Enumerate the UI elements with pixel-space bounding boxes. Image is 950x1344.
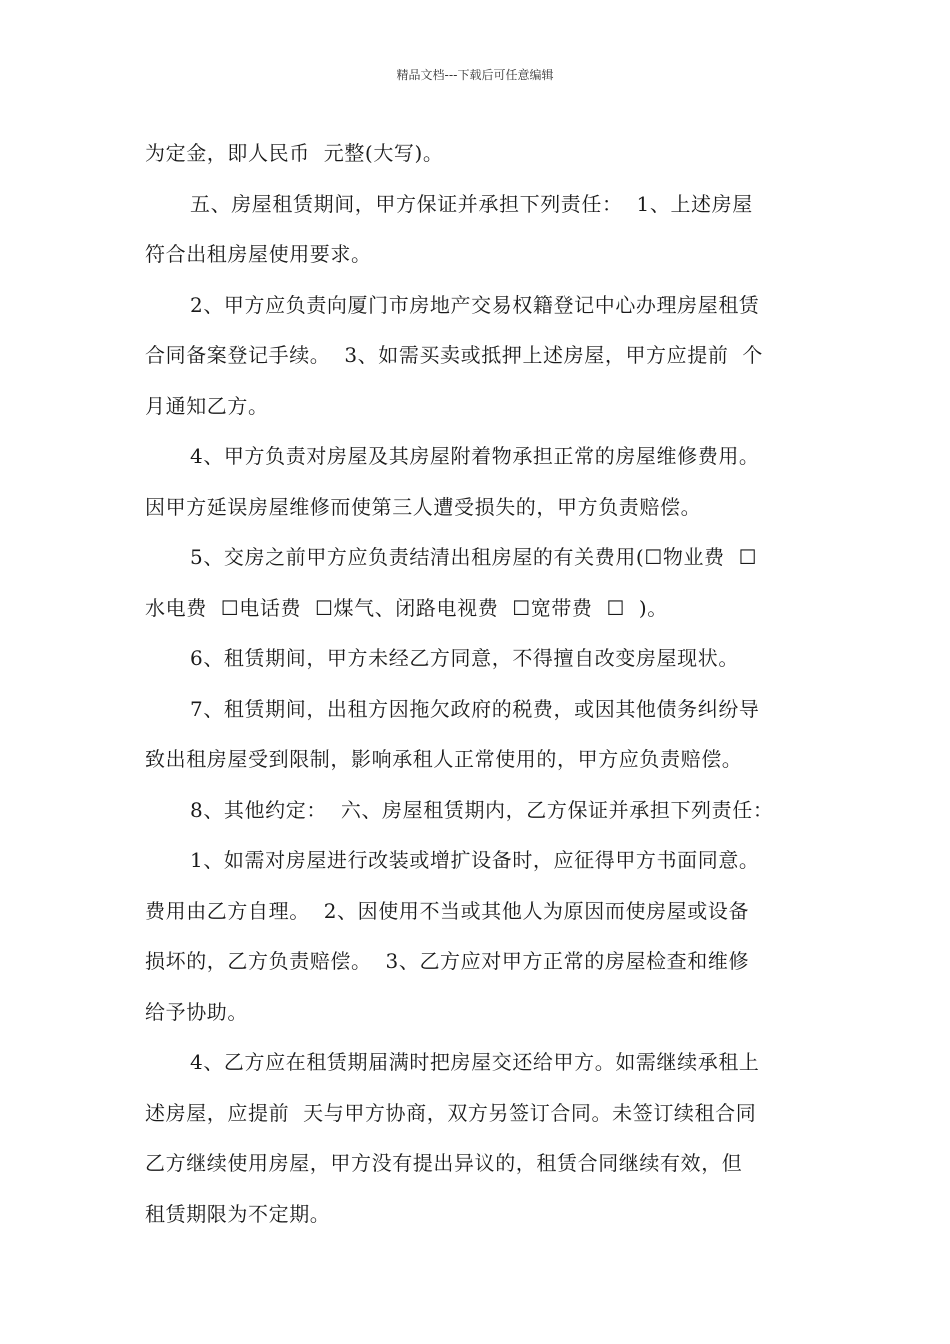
text-line: 合同备案登记手续。 3、如需买卖或抵押上述房屋，甲方应提前 个 xyxy=(145,343,763,367)
text-line: 五、房屋租赁期间，甲方保证并承担下列责任： 1、上述房屋 xyxy=(190,191,753,216)
text-line: 费用由乙方自理。 2、因使用不当或其他人为原因而使房屋或设备 xyxy=(145,898,750,923)
text-line: 月通知乙方。 xyxy=(145,393,269,418)
text-line: 损坏的，乙方负责赔偿。 3、乙方应对甲方正常的房屋检查和维修 xyxy=(145,949,750,973)
text-line: 4、甲方负责对房屋及其房屋附着物承担正常的房屋维修费用。 xyxy=(190,444,760,468)
text-line: 给予协助。 xyxy=(145,999,248,1024)
text-line: 4、乙方应在租赁期届满时把房屋交还给甲方。如需继续承租上 xyxy=(190,1050,760,1074)
text-line: 因甲方延误房屋维修而使第三人遭受损失的，甲方负责赔偿。 xyxy=(145,494,702,519)
text-line: 致出租房屋受到限制，影响承租人正常使用的，甲方应负责赔偿。 xyxy=(145,747,743,771)
text-line: 5、交房之前甲方应负责结清出租房屋的有关费用(☐物业费 ☐ xyxy=(190,545,758,569)
text-line: 7、租赁期间，出租方因拖欠政府的税费，或因其他债务纠纷导 xyxy=(190,696,760,721)
text-line: 租赁期限为不定期。 xyxy=(145,1201,331,1226)
text-line: 述房屋，应提前 天与甲方协商，双方另签订合同。未签订续租合同 xyxy=(145,1100,757,1125)
text-line: 符合出租房屋使用要求。 xyxy=(145,242,372,266)
page-header: 精品文档---下载后可任意编辑 xyxy=(396,68,554,82)
text-line: 乙方继续使用房屋，甲方没有提出异议的，租赁合同继续有效，但 xyxy=(145,1151,743,1175)
text-line: 2、甲方应负责向厦门市房地产交易权籍登记中心办理房屋租赁 xyxy=(190,292,760,317)
text-line: 水电费 ☐电话费 ☐煤气、闭路电视费 ☐宽带费 ☐ )。 xyxy=(145,595,668,620)
text-line: 1、如需对房屋进行改装或增扩设备时，应征得甲方书面同意。 xyxy=(190,848,760,872)
document-body xyxy=(145,128,805,1239)
text-line: 为定金，即人民币 元整(大写)。 xyxy=(145,141,444,165)
text-line: 8、其他约定： 六、房屋租赁期内，乙方保证并承担下列责任： xyxy=(190,797,774,822)
text-line: 6、租赁期间，甲方未经乙方同意，不得擅自改变房屋现状。 xyxy=(190,646,739,670)
